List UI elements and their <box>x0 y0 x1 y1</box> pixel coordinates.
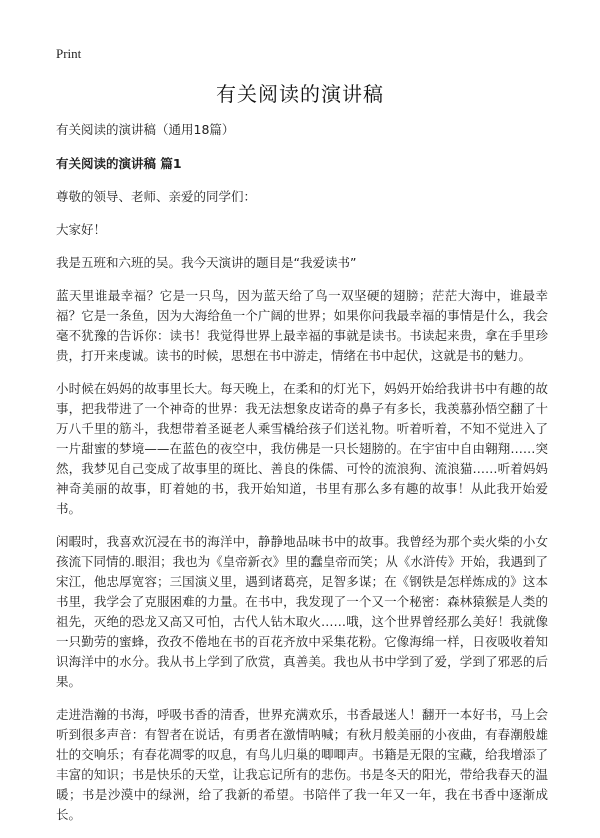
document-subtitle: 有关阅读的演讲稿（通用18篇） <box>56 122 235 137</box>
paragraph-sea-of-books: 走进浩瀚的书海，呼吸书香的清香，世界充满欢乐，书香最迷人！翻开一本好书，马上会听到很多声音：有智者在说话，有勇者在激情呐喊；有秋月般美丽的小夜曲，有春潮般雄壮的交响乐；有春花凋零的叹息，有鸟儿归巢的唧唧声。书籍是无限的宝藏，给我增添了丰富的知识；书是快乐的天堂，让我忘记所有的悲伤。书是冬天的阳光，带给我春天的温暖；书是沙漠中的绿洲，给了我新的希望。书陪伴了我一年又一年，我在书香中逐渐成长。 <box>56 707 548 822</box>
paragraph-greeting: 大家好！ <box>56 222 107 237</box>
paragraph-childhood: 小时候在妈妈的故事里长大。每天晚上，在柔和的灯光下，妈妈开始给我讲书中有趣的故事，把我带进了一个神奇的世界：我无法想象皮诺奇的鼻子有多长，我羡慕孙悟空翻了十万八千里的筋斗，我想带着圣诞老人乘雪橇给孩子们送礼物。听着听着，不知不觉进入了一片甜蜜的梦境——在蓝色的夜空中，我仿佛是一只长翅膀的。在宇宙中自由翱翔……突然，我梦见自己变成了故事里的斑比、善良的侏儒、可怜的流浪狗、流浪猫……听着妈妈神奇美丽的故事，盯着她的书，我开始知道，书里有那么多有趣的故事！从此我开始爱书。 <box>56 381 548 516</box>
document-body <box>56 120 548 838</box>
print-link[interactable]: Print <box>56 46 82 61</box>
paragraph-leisure: 闲暇时，我喜欢沉浸在书的海洋中，静静地品味书中的故事。我曾经为那个卖火柴的小女孩流下同情的.眼泪；我也为《皇帝新衣》里的蠢皇帝而笑；从《水浒传》开始，我遇到了宋江，他忠厚宽容；三国演义里，遇到诸葛亮，足智多谋；在《钢铁是怎样炼成的》这本书里，我学会了克服困难的力量。在书中，我发现了一个又一个秘密：森林猿猴是人类的祖先，灭绝的恐龙又高又可怕，古代人钻木取火……哦，这个世界曾经那么美好！我就像一只勤劳的蜜蜂，孜孜不倦地在书的百花齐放中采集花粉。它像海绵一样，日夜吸收着知识海洋中的水分。我从书上学到了欣赏，真善美。我也从书中学到了爱，学到了邪恶的后果。 <box>56 534 548 689</box>
paragraph-intro: 我是五班和六班的吴。我今天演讲的题目是“我爱读书” <box>56 255 357 270</box>
document-title: 有关阅读的演讲稿 <box>216 82 384 106</box>
paragraph-salutation: 尊敬的领导、老师、亲爱的同学们： <box>56 189 257 204</box>
section-heading: 有关阅读的演讲稿 篇1 <box>56 156 182 171</box>
paragraph-happiness: 蓝天里谁最幸福？它是一只鸟，因为蓝天给了鸟一双坚硬的翅膀；茫茫大海中，谁最幸福？它是一条鱼，因为大海给鱼一个广阔的世界；如果你问我最幸福的事情是什么，我会毫不犹豫的告诉你：读书！我觉得世界上最幸福的事就是读书。书读起来贵，拿在手里珍贵，打开来虔诚。读书的时候，思想在书中游走，情绪在书中起伏，这就是书的魅力。 <box>56 288 548 363</box>
